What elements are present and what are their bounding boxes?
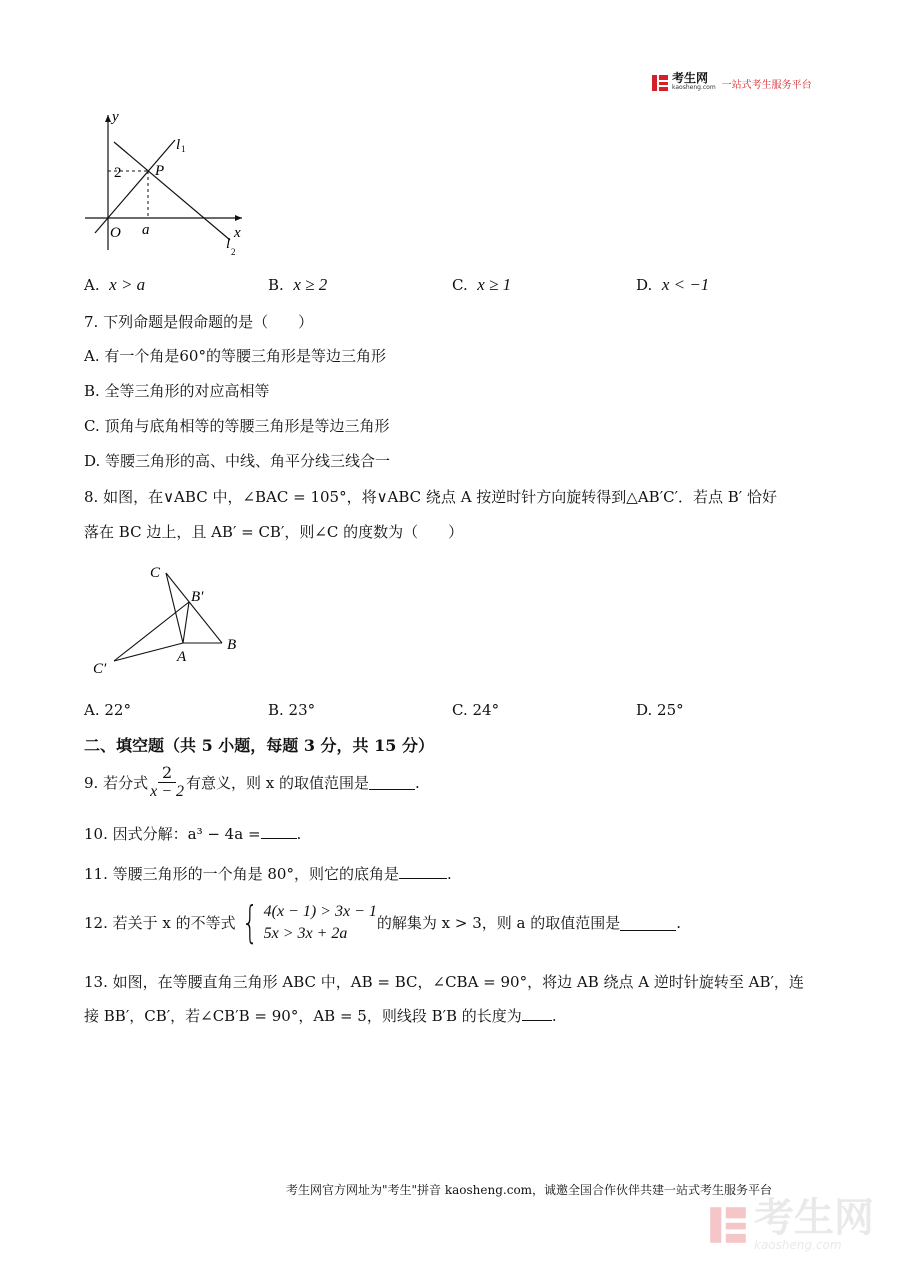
- q7-option-a: A. 有一个角是60°的等腰三角形是等边三角形: [84, 347, 386, 365]
- segment-c1a: [114, 643, 183, 661]
- q9-fraction: [150, 764, 184, 801]
- label-a: a: [142, 222, 150, 238]
- label-l1: l: [176, 137, 181, 153]
- q13-line2: 接 BB′，CB′，若∠CB′B = 90°，AB = 5，则线段 B′B 的长度为 .: [84, 1007, 557, 1025]
- logo-icon: [651, 74, 669, 92]
- label-l2-sub: 2: [231, 247, 236, 257]
- label-l1-sub: 1: [181, 144, 186, 154]
- q8-option-c: C. 24°: [452, 701, 500, 719]
- q11-answer-blank[interactable]: [399, 864, 447, 879]
- label-y: y: [112, 109, 119, 125]
- q8-stem-line1: 8. 如图，在∨ABC 中，∠BAC = 105°，将∨ABC 绕点 A 按逆时针方向旋转得到△AB′C′．若点 B′ 恰好: [84, 488, 777, 506]
- q6-graph-figure: [80, 105, 260, 260]
- q6-option-d: D. x < −1: [636, 275, 710, 294]
- q12-inequality-system: [236, 897, 377, 948]
- label-b-prime: B′: [191, 589, 204, 605]
- footer-text: 考生网官方网址为"考生"拼音 kaosheng.com，诚邀全国合作伙伴共建一站式考生服务平台: [286, 1183, 773, 1197]
- q7-option-b: B. 全等三角形的对应高相等: [84, 382, 270, 400]
- q8-option-a: A. 22°: [84, 701, 131, 719]
- label-x: x: [234, 225, 241, 241]
- q8-option-d: D. 25°: [636, 701, 684, 719]
- q11-question: 11. 等腰三角形的一个角是 80°，则它的底角是 .: [84, 865, 452, 883]
- q11-prefix: 11. 等腰三角形的一个角是 80°，则它的底角是: [84, 865, 399, 883]
- q10-answer-blank[interactable]: [261, 824, 297, 839]
- header-logo: [651, 73, 812, 93]
- q6-option-b: B. x ≥ 2: [268, 275, 328, 294]
- label-l2: l: [226, 236, 231, 252]
- q10-question: 10. 因式分解：a³ − 4a = .: [84, 825, 302, 843]
- watermark-name: 考生网: [754, 1195, 874, 1241]
- q13-answer-blank[interactable]: [522, 1006, 552, 1021]
- q9-numerator: 2: [158, 764, 176, 783]
- q6-option-c: C. x ≥ 1: [452, 275, 512, 294]
- logo-name: 考生网: [672, 71, 709, 85]
- q9-suffix: 有意义，则 x 的取值范围是: [186, 773, 369, 792]
- q7-option-c: C. 顶角与底角相等的等腰三角形是等边三角形: [84, 417, 390, 435]
- label-c: C: [150, 565, 161, 581]
- q8-option-b: B. 23°: [268, 701, 316, 719]
- q12-prefix: 12. 若关于 x 的不等式: [84, 914, 236, 932]
- label-two: 2: [114, 165, 122, 181]
- label-origin: O: [110, 225, 121, 241]
- q12-question: 12. 若关于 x 的不等式 { 4(x − 1) > 3x − 1 5x > 3x + 2a 的解集为 x > 3，则 a 的取值范围是 .: [84, 897, 682, 948]
- q13-line1: 13. 如图，在等腰直角三角形 ABC 中，AB = BC，∠CBA = 90°，将边 AB 绕点 A 逆时针旋转至 AB′，连: [84, 973, 804, 991]
- segment-ab1: [183, 602, 189, 643]
- q10-prefix: 10. 因式分解：a³ − 4a =: [84, 825, 261, 843]
- brace-icon: {: [241, 897, 259, 948]
- q9-answer-blank[interactable]: [369, 775, 415, 790]
- q9-prefix: 9. 若分式: [84, 773, 149, 792]
- q6-option-a: A. x > a: [84, 275, 146, 294]
- q12-answer-blank[interactable]: [620, 916, 676, 931]
- q12-suffix: 的解集为 x > 3，则 a 的取值范围是: [376, 914, 621, 932]
- header-slogan: 一站式考生服务平台: [721, 79, 812, 91]
- logo-url: kaosheng.com: [672, 84, 716, 91]
- q9-denominator: x − 2: [150, 783, 184, 800]
- watermark-logo-icon: [708, 1205, 748, 1245]
- line-l1: [95, 140, 175, 233]
- label-b: B: [227, 637, 237, 653]
- q12-inequality-1: 4(x − 1) > 3x − 1: [263, 903, 377, 920]
- section-title-fill-blank: 二、填空题（共 5 小题，每题 3 分，共 15 分）: [84, 736, 434, 755]
- label-a: A: [177, 649, 187, 665]
- watermark: [708, 1195, 874, 1252]
- q7-option-d: D. 等腰三角形的高、中线、角平分线三线合一: [84, 452, 391, 470]
- label-c-prime: C′: [93, 661, 107, 677]
- q12-inequality-2: 5x > 3x + 2a: [263, 925, 348, 942]
- label-p: P: [155, 163, 165, 179]
- q8-stem-line2: 落在 BC 边上，且 AB′ = CB′，则∠C 的度数为（ ）: [84, 523, 464, 541]
- q9-question: 9. 若分式 $\frac{2}{x - 2}$ 有意义，则 x 的取值范围是 .: [84, 763, 420, 800]
- watermark-url: kaosheng.com: [754, 1238, 842, 1252]
- q8-triangle-figure: [88, 560, 258, 680]
- q7-stem: 7. 下列命题是假命题的是（ ）: [84, 313, 314, 331]
